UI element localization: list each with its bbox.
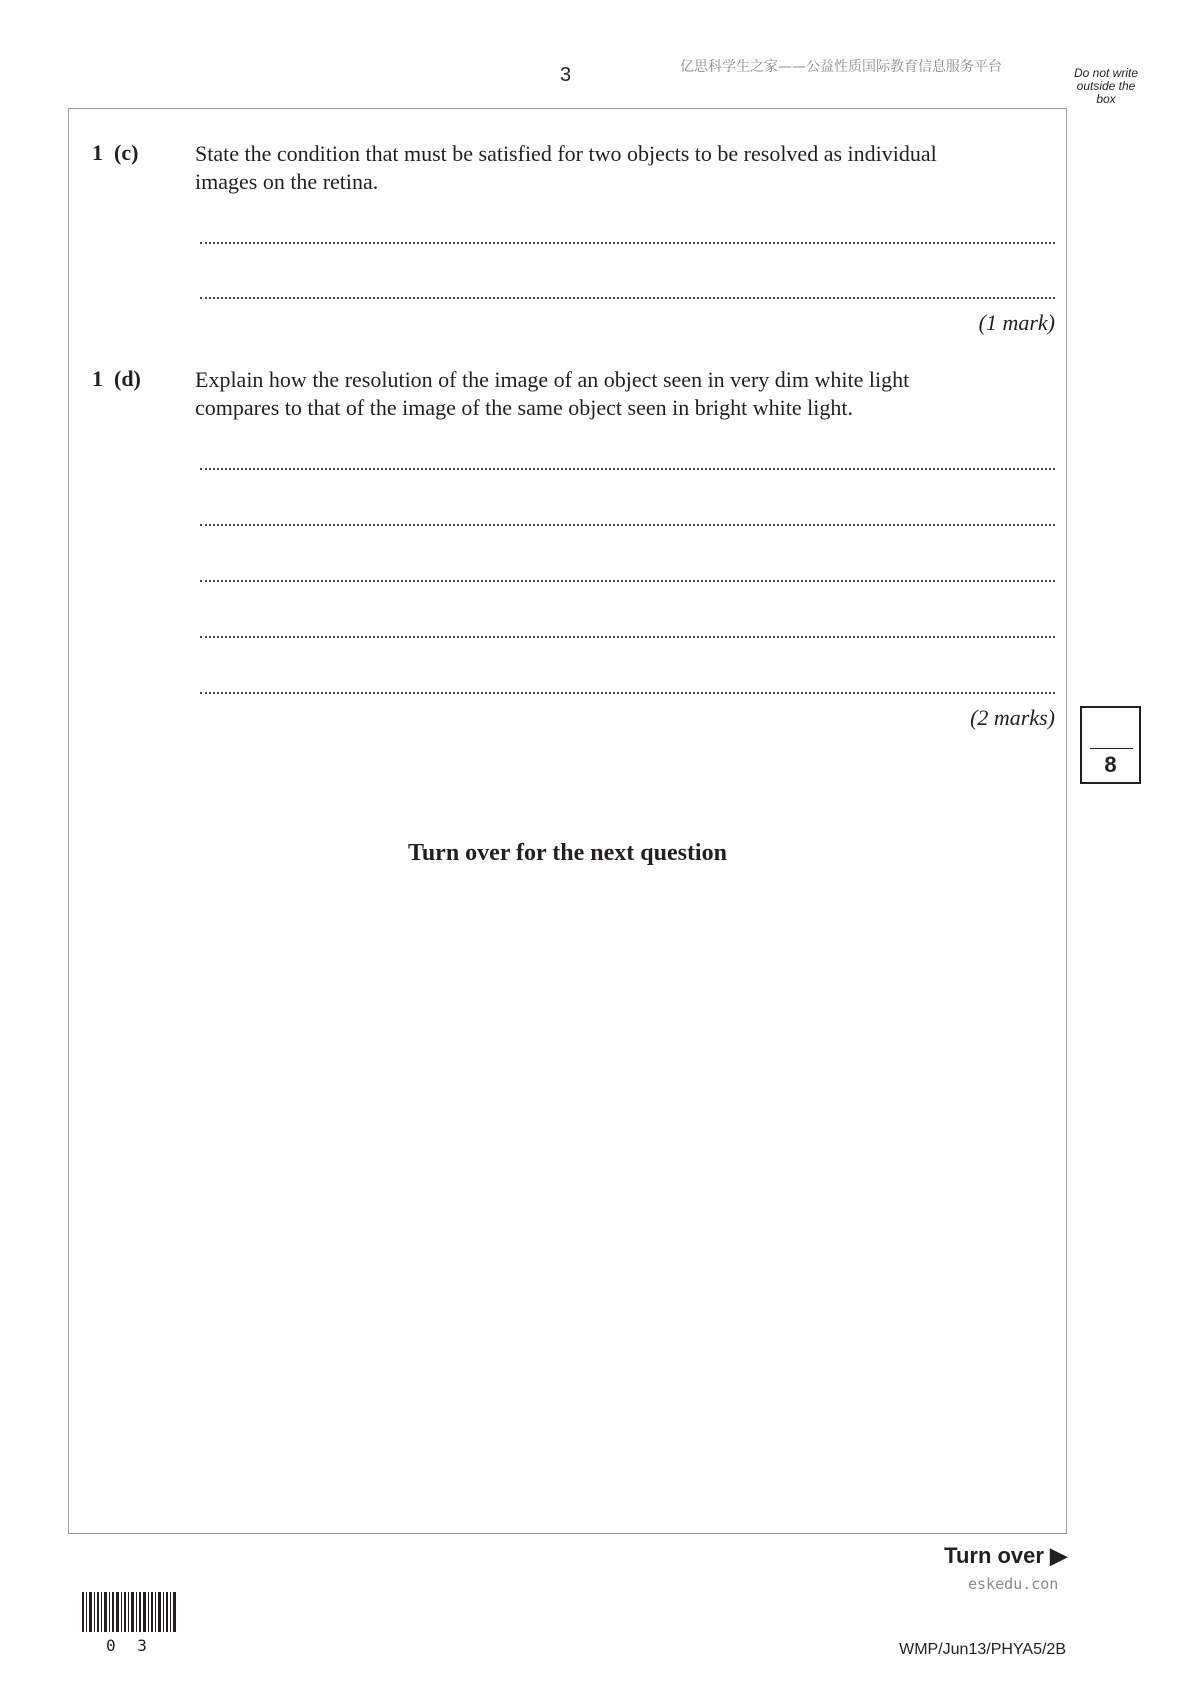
turn-over-next-question: Turn over for the next question xyxy=(408,840,727,866)
question-part: (d) xyxy=(114,366,141,391)
score-total: 8 xyxy=(1104,752,1117,777)
question-part: (c) xyxy=(114,140,139,165)
margin-note-line: box xyxy=(1096,92,1116,106)
margin-note-line: outside the xyxy=(1076,79,1136,93)
answer-line[interactable] xyxy=(200,464,1055,470)
question-number-value: 1 xyxy=(92,140,103,165)
question-text xyxy=(195,140,1045,196)
question-text-line: State the condition that must be satisfied for two objects to be resolved as individual xyxy=(195,141,937,166)
score-line xyxy=(1090,748,1133,749)
barcode-number: 0 3 xyxy=(106,1636,153,1655)
turn-over-label: Turn over ▶ xyxy=(944,1543,1067,1568)
answer-line[interactable] xyxy=(200,688,1055,694)
watermark-bottom: eskedu.con xyxy=(968,1575,1059,1593)
marks-label: (1 mark) xyxy=(978,310,1055,335)
answer-line[interactable] xyxy=(200,293,1055,299)
answer-line[interactable] xyxy=(200,520,1055,526)
marks-label: (2 marks) xyxy=(970,705,1055,730)
watermark-top: 亿思科学生之家——公益性质国际教育信息服务平台 xyxy=(680,59,1002,75)
question-number-value: 1 xyxy=(92,366,103,391)
answer-box-border xyxy=(68,108,1067,1534)
margin-note xyxy=(1066,67,1146,106)
question-number xyxy=(92,140,138,166)
page-number: 3 xyxy=(560,64,572,86)
question-text-line: images on the retina. xyxy=(195,169,379,194)
question-number xyxy=(92,366,141,392)
answer-line[interactable] xyxy=(200,632,1055,638)
answer-line[interactable] xyxy=(200,576,1055,582)
question-text xyxy=(195,366,1045,422)
margin-note-line: Do not write xyxy=(1073,66,1139,80)
barcode xyxy=(82,1592,178,1632)
answer-line[interactable] xyxy=(200,238,1055,244)
question-text-line: compares to that of the image of the same object seen in bright white light. xyxy=(195,395,853,420)
document-code: WMP/Jun13/PHYA5/2B xyxy=(899,1641,1066,1658)
question-text-line: Explain how the resolution of the image of an object seen in very dim white light xyxy=(195,367,910,392)
